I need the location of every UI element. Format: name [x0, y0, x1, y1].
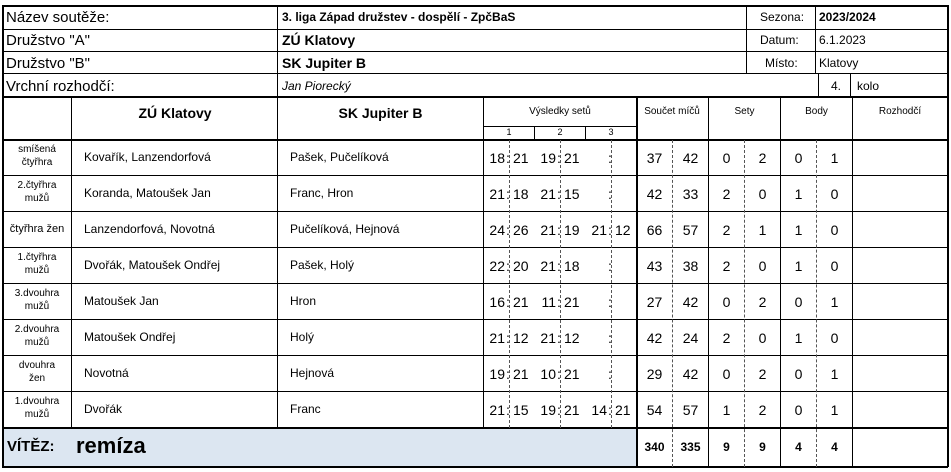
match-type: mužů	[24, 193, 50, 204]
body-a: 0	[794, 366, 803, 382]
date-label: Datum:	[760, 33, 799, 47]
grid-line	[2, 29, 948, 30]
match-type: mužů	[24, 337, 50, 348]
match-type: smíšená	[18, 144, 56, 155]
set-score-b: 20	[513, 258, 529, 274]
player-a: Dvořák	[84, 402, 123, 416]
player-b: Hejnová	[290, 366, 335, 380]
score-separator: :	[557, 186, 561, 202]
round-number: 4.	[831, 79, 842, 93]
column-team-a: ZÚ Klatovy	[138, 105, 212, 121]
points-b: 33	[682, 186, 699, 202]
grid-line	[2, 355, 948, 356]
player-a: Novotná	[84, 366, 129, 380]
set-score-b: 18	[564, 258, 580, 274]
competition-value: 3. liga Západ družstev - dospělí - ZpčBaS	[282, 10, 516, 24]
score-separator: :	[506, 150, 510, 166]
score-separator: :	[608, 258, 612, 274]
points-a: 27	[646, 294, 663, 310]
set-score-b: 26	[513, 222, 529, 238]
set-score-a: 22	[489, 258, 505, 274]
match-type: 1.čtyřhra	[17, 252, 57, 263]
points-b: 42	[682, 294, 699, 310]
player-b: Franc, Hron	[290, 186, 354, 200]
grid-line	[815, 5, 816, 73]
points-a: 54	[646, 402, 663, 418]
set-score-b: 18	[513, 186, 529, 202]
match-type: žen	[28, 373, 46, 384]
sets-b: 1	[758, 222, 767, 238]
set-score-a: 24	[489, 222, 505, 238]
player-a: Matoušek Ondřej	[84, 330, 176, 344]
set-score-b: 19	[564, 222, 580, 238]
set-score-a: 21	[540, 330, 556, 346]
match-type: 1.dvouhra	[14, 396, 60, 407]
winner-label: VÍTĚZ:	[7, 438, 55, 455]
body-a: 1	[794, 186, 803, 202]
column-umpire: Rozhodčí	[878, 106, 922, 117]
player-b: Pašek, Holý	[290, 258, 355, 272]
grid-line	[2, 175, 948, 176]
winner-value: remíza	[76, 433, 146, 458]
grid-line	[746, 5, 747, 73]
points-a: 42	[646, 330, 663, 346]
grid-line	[2, 96, 948, 98]
points-b: 38	[682, 258, 699, 274]
sets-b: 2	[758, 150, 767, 166]
set-score-b: 12	[513, 330, 529, 346]
grid-line	[818, 73, 819, 96]
competition-label: Název soutěže:	[6, 9, 110, 26]
set-score-b: 21	[564, 294, 580, 310]
sets-a: 0	[722, 150, 731, 166]
score-separator: :	[506, 294, 510, 310]
total-body-b: 4	[831, 440, 838, 454]
set-score-a: 21	[540, 222, 556, 238]
set-score-a: 21	[489, 402, 505, 418]
grid-line	[2, 283, 948, 284]
grid-line	[2, 427, 948, 429]
dashed-divider	[509, 140, 510, 428]
grid-line	[947, 5, 949, 467]
column-sets: Sety	[734, 106, 755, 117]
player-a: Matoušek Jan	[84, 294, 159, 308]
set-score-a: 11	[541, 294, 556, 310]
date-value: 6.1.2023	[819, 33, 866, 47]
referee-value: Jan Piorecký	[282, 79, 351, 93]
score-separator: :	[608, 402, 612, 418]
score-separator: :	[557, 402, 561, 418]
match-type: čtyřhra	[21, 157, 53, 168]
grid-line	[2, 247, 948, 248]
body-a: 0	[794, 402, 803, 418]
score-separator: :	[608, 294, 612, 310]
total-points-a: 340	[644, 440, 665, 454]
set-score-b: 12	[615, 222, 631, 238]
set-score-b: 12	[564, 330, 580, 346]
grid-line	[277, 96, 278, 428]
team-a-value: ZÚ Klatovy	[282, 32, 356, 48]
player-a: Kovařík, Lanzendorfová	[84, 150, 211, 164]
body-b: 0	[830, 258, 839, 274]
grid-line	[2, 139, 948, 141]
set-number-1: 1	[506, 127, 512, 137]
body-a: 1	[794, 222, 803, 238]
score-separator: :	[506, 402, 510, 418]
season-value: 2023/2024	[819, 10, 876, 24]
total-points-b: 335	[680, 440, 701, 454]
set-score-b: 21	[513, 150, 529, 166]
body-a: 0	[794, 150, 803, 166]
team-b-value: SK Jupiter B	[282, 55, 367, 71]
match-type: 2.čtyřhra	[17, 180, 57, 191]
set-score-a: 21	[540, 186, 556, 202]
set-score-a: 18	[489, 150, 505, 166]
column-set-results: Výsledky setů	[529, 106, 591, 117]
player-a: Dvořák, Matoušek Ondřej	[84, 258, 221, 272]
body-b: 1	[830, 402, 839, 418]
set-score-a: 14	[591, 402, 607, 418]
set-score-b: 21	[513, 294, 529, 310]
set-score-a: 21	[540, 258, 556, 274]
body-b: 1	[830, 366, 839, 382]
grid-line	[71, 96, 72, 428]
grid-line	[2, 466, 948, 468]
score-separator: :	[506, 222, 510, 238]
body-a: 0	[794, 294, 803, 310]
grid-line	[277, 5, 278, 96]
set-score-b: 15	[513, 402, 529, 418]
points-a: 37	[646, 150, 663, 166]
player-b: Franc	[290, 402, 321, 416]
match-type: 2.dvouhra	[14, 324, 60, 335]
set-score-a: 21	[591, 222, 607, 238]
sets-b: 2	[758, 402, 767, 418]
body-a: 1	[794, 258, 803, 274]
match-type: mužů	[24, 265, 50, 276]
body-b: 1	[830, 294, 839, 310]
sets-a: 0	[722, 294, 731, 310]
sets-b: 2	[758, 366, 767, 382]
set-score-a: 16	[489, 294, 505, 310]
score-separator: :	[506, 186, 510, 202]
column-team-b: SK Jupiter B	[338, 105, 423, 121]
sets-a: 0	[722, 366, 731, 382]
season-label: Sezona:	[760, 10, 805, 24]
grid-line	[2, 73, 948, 74]
score-separator: :	[506, 258, 510, 274]
column-points-sum: Součet míčů	[644, 106, 700, 117]
set-number-3: 3	[608, 127, 614, 137]
set-score-a: 10	[540, 366, 556, 382]
points-b: 42	[682, 150, 699, 166]
grid-line	[2, 391, 948, 392]
total-sets-b: 9	[759, 440, 766, 454]
player-a: Koranda, Matoušek Jan	[84, 186, 211, 200]
player-b: Pučelíková, Hejnová	[290, 222, 400, 236]
body-b: 0	[830, 186, 839, 202]
set-score-a: 21	[489, 330, 505, 346]
player-b: Hron	[290, 294, 317, 308]
match-type: dvouhra	[18, 360, 56, 371]
team-a-label: Družstvo "A"	[6, 32, 91, 49]
body-b: 1	[830, 150, 839, 166]
set-score-b: 21	[564, 366, 580, 382]
points-a: 42	[646, 186, 663, 202]
sets-a: 2	[722, 258, 731, 274]
match-type: 3.dvouhra	[14, 288, 60, 299]
points-b: 24	[682, 330, 699, 346]
score-separator: :	[557, 150, 561, 166]
score-separator: :	[557, 330, 561, 346]
grid-line	[850, 73, 851, 96]
dashed-divider	[611, 140, 612, 428]
grid-line	[2, 211, 948, 212]
score-separator: :	[506, 330, 510, 346]
body-b: 0	[830, 222, 839, 238]
match-type: čtyřhra žen	[9, 223, 65, 235]
team-b-label: Družstvo "B"	[6, 55, 91, 72]
score-separator: :	[557, 294, 561, 310]
sets-a: 2	[722, 330, 731, 346]
set-number-2: 2	[557, 127, 563, 137]
points-b: 42	[682, 366, 699, 382]
body-a: 1	[794, 330, 803, 346]
player-b: Pašek, Pučelíková	[290, 150, 389, 164]
set-score-a: 21	[489, 186, 505, 202]
grid-line	[2, 319, 948, 320]
score-separator: :	[557, 366, 561, 382]
score-separator: :	[557, 222, 561, 238]
sets-a: 2	[722, 222, 731, 238]
score-separator: :	[608, 366, 612, 382]
sets-b: 0	[758, 258, 767, 274]
total-body-a: 4	[795, 440, 802, 454]
sets-b: 0	[758, 330, 767, 346]
score-separator: :	[608, 330, 612, 346]
set-score-b: 21	[564, 402, 580, 418]
points-b: 57	[682, 222, 699, 238]
match-type: mužů	[24, 409, 50, 420]
grid-line	[852, 96, 853, 467]
sets-a: 2	[722, 186, 731, 202]
points-b: 57	[682, 402, 699, 418]
body-b: 0	[830, 330, 839, 346]
set-score-b: 21	[615, 402, 631, 418]
sets-b: 0	[758, 186, 767, 202]
dashed-divider	[560, 140, 561, 428]
score-separator: :	[608, 222, 612, 238]
place-label: Místo:	[765, 56, 798, 70]
set-score-b: 21	[564, 150, 580, 166]
score-separator: :	[557, 258, 561, 274]
grid-line	[2, 5, 948, 7]
player-b: Holý	[290, 330, 315, 344]
place-value: Klatovy	[819, 56, 859, 70]
referee-label: Vrchní rozhodčí:	[6, 78, 115, 95]
score-separator: :	[506, 366, 510, 382]
points-a: 66	[646, 222, 663, 238]
sets-b: 2	[758, 294, 767, 310]
set-score-b: 15	[564, 186, 580, 202]
sets-a: 1	[722, 402, 731, 418]
score-separator: :	[608, 150, 612, 166]
set-score-b: 21	[513, 366, 529, 382]
grid-line	[2, 51, 948, 52]
match-type: mužů	[24, 301, 50, 312]
score-separator: :	[608, 186, 612, 202]
set-score-a: 19	[489, 366, 505, 382]
set-score-a: 19	[540, 402, 556, 418]
set-score-a: 19	[540, 150, 556, 166]
points-a: 43	[646, 258, 663, 274]
points-a: 29	[646, 366, 663, 382]
round-label: kolo	[857, 79, 880, 93]
total-sets-a: 9	[723, 440, 730, 454]
player-a: Lanzendorfová, Novotná	[84, 222, 215, 236]
column-points: Body	[805, 106, 828, 117]
